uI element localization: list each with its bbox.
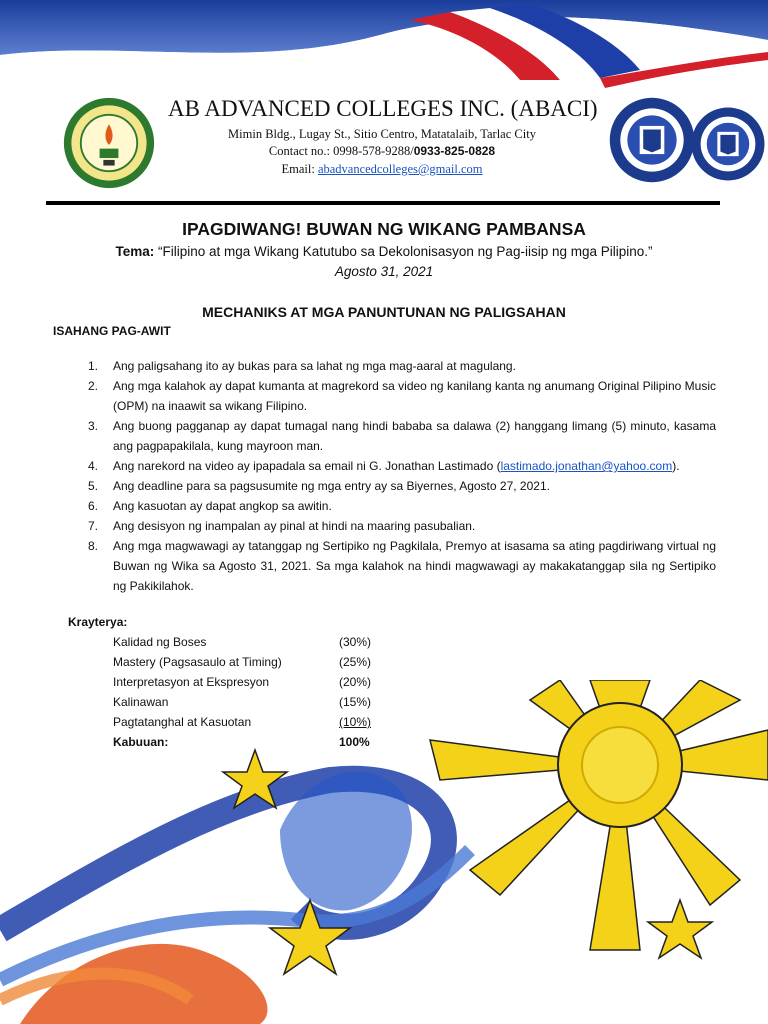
theme-line [0,244,768,259]
criteria-heading: Krayterya: [68,615,128,629]
rule-item: 6. Ang kasuotan ay dapat angkop sa awitin. [88,499,332,513]
page-title: IPAGDIWANG! BUWAN NG WIKANG PAMBANSA [182,219,586,239]
email-line [168,162,596,177]
school-email-link[interactable]: abadvancedcolleges@gmail.com [317,162,483,176]
rules-list [88,356,716,596]
contact-number-2: 0933-825-0828 [413,144,496,158]
contact-label: Contact no.: 0998-578-9288/ [268,144,414,158]
criteria-row: Mastery (Pagsasaulo at Timing) (25%) [113,655,372,669]
rule-item: 7. Ang desisyon ng inampalan ay pinal at hindi na maaring pasubalian. [88,519,476,533]
header-divider [46,201,720,205]
criteria-row: Pagtatanghal at Kasuotan (10%) [113,715,372,729]
deped-seal-logo-2 [690,102,766,186]
rule-item: 8. Ang mga magwawagi ay tatanggap ng Sertipiko ng Pagkilala, Premyo at isasama sa ating pagdiriwang virtual ng Buwan ng Wika sa Agosto 31, 2021. Sa mga kalahok na hindi magwawagi ay makakatanggap sila ng Sertipiko ng Pakikilahok. [88,539,716,593]
contact-line [168,144,596,159]
theme-text: “Filipino at mga Wikang Katutubo sa Dekolonisasyon ng Pag-iisip ng mga Pilipino.” [154,244,653,259]
event-date: Agosto 31, 2021 [334,264,434,279]
rule-item: 1. Ang paligsahang ito ay bukas para sa lahat ng mga mag-aaral at magulang. [88,359,516,373]
school-name: AB ADVANCED COLLEGES INC. (ABACI) [168,96,598,121]
flag-banner [0,0,768,95]
rule-item: 3. Ang buong pagganap ay dapat tumagal nang hindi bababa sa dalawa (2) hanggang limang (5) minuto, kasama ang pagpapakilala, kung mayroon man. [88,419,716,453]
contest-category: ISAHANG PAG-AWIT [53,324,171,338]
criteria-row: Kalidad ng Boses (30%) [113,635,372,649]
abaci-seal-logo [62,96,156,190]
deped-seal-logo [608,96,696,184]
rule-item: 5. Ang deadline para sa pagsusumite ng mga entry ay sa Biyernes, Agosto 27, 2021. [88,479,550,493]
criteria-total-row: Kabuuan: 100% [113,735,370,749]
criteria-row: Interpretasyon at Ekspresyon (20%) [113,675,372,689]
rule-item: 4. Ang narekord na video ay ipapadala sa email ni G. Jonathan Lastimado (lastimado.jonathan@yahoo.com). [88,459,680,473]
organizer-email-link[interactable]: lastimado.jonathan@yahoo.com [500,459,673,473]
rule-item: 2. Ang mga kalahok ay dapat kumanta at magrekord sa video ng kanilang kanta ng anumang Original Pilipino Music (OPM) na inaawit sa wikang Filipino. [88,379,716,413]
criteria-table [113,632,393,752]
criteria-row: Kalinawan (15%) [113,695,372,709]
mechanics-heading: MECHANIKS AT MGA PANUNTUNAN NG PALIGSAHAN [202,304,566,320]
email-label: Email: [281,162,318,176]
school-address: Mimin Bldg., Lugay St., Sitio Centro, Matatalaib, Tarlac City [228,127,536,141]
theme-label: Tema: [115,244,155,259]
